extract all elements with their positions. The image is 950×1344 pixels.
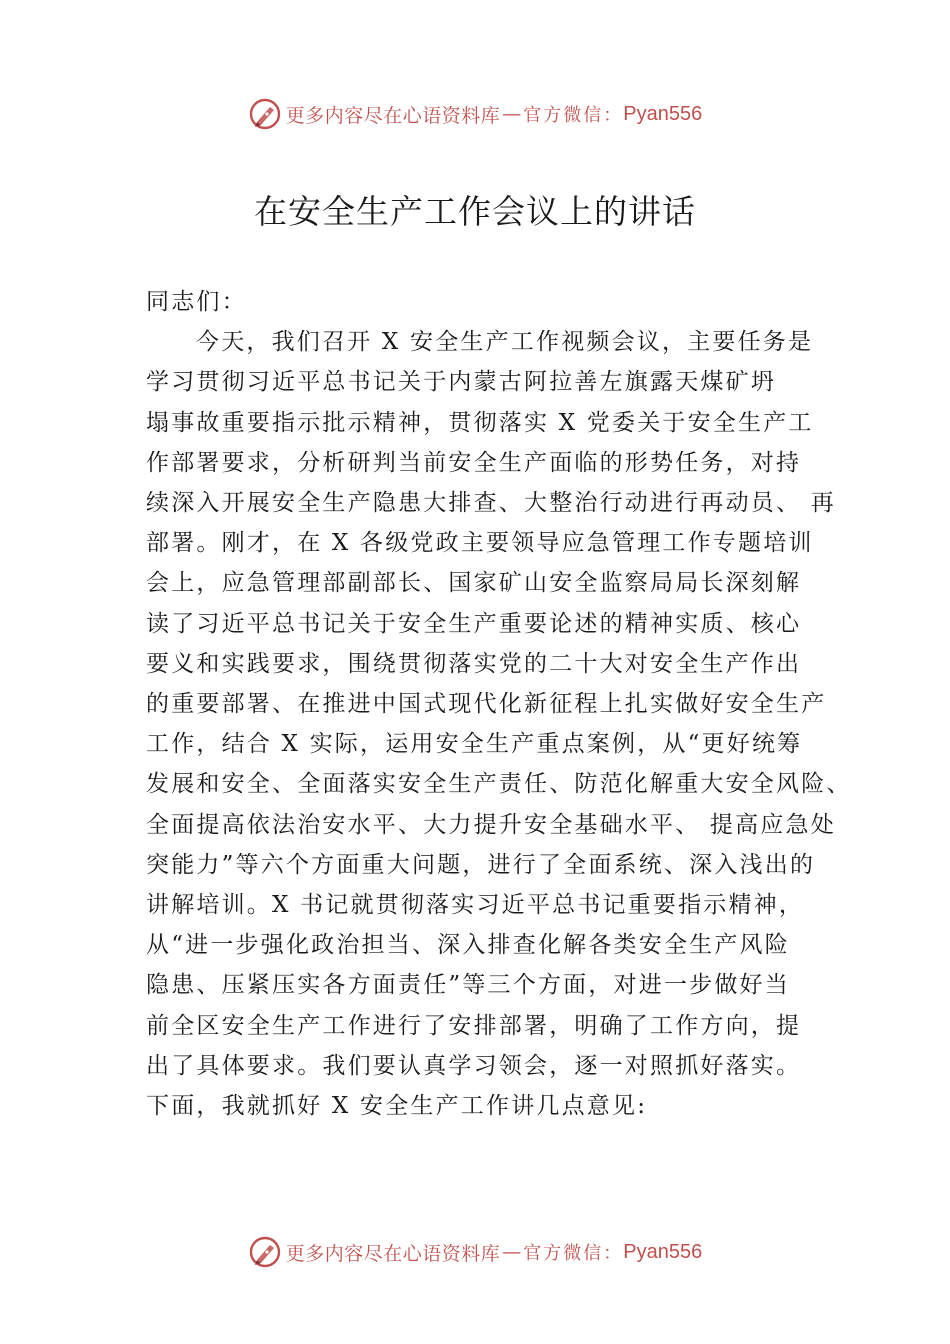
paragraph-line: 的重要部署、在推进中国式现代化新征程上扎实做好安全生产 (146, 691, 827, 718)
salutation: 同志们： (146, 289, 247, 315)
paragraph-line: 突能力”等六个方面重大问题，进行了全面系统、深入浅出的 (146, 851, 816, 878)
paragraph-line: 全面提高依法治安水平、大力提升安全基础水平、 提高应急处 (146, 811, 836, 838)
document-title: 在安全生产工作会议上的讲话 (254, 192, 696, 231)
watermark-brand-text: 更多内容尽在心语资料库 (285, 1242, 501, 1265)
paragraph-line: 作部署要求，分析研判当前安全生产面临的形势任务，对持 (146, 449, 802, 476)
header-watermark (0, 94, 950, 134)
paragraph-line: 发展和安全、全面落实安全生产责任、防范化解重大安全风险、 (146, 771, 852, 798)
paragraph-line: 要义和实践要求，围绕贯彻落实党的二十大对安全生产作出 (146, 650, 802, 677)
watermark-separator: — (502, 103, 522, 125)
paragraph-line: 前全区安全生产工作进行了安排部署，明确了工作方向，提 (146, 1012, 802, 1039)
paragraph-line: 续深入开展安全生产隐患大排查、大整治行动进行再动员、 再 (146, 490, 836, 517)
paragraph-line: 下面，我就抓好 X 安全生产工作讲几点意见: (146, 1093, 648, 1120)
watermark-brand-text: 更多内容尽在心语资料库 (285, 104, 501, 127)
paragraph-line: 会上，应急管理部副部长、国家矿山安全监察局局长深刻解 (146, 570, 802, 597)
paragraph-line: 工作，结合 X 实际，运用安全生产重点案例，从“更好统筹 (146, 731, 803, 758)
paragraph-line: 出了具体要求。我们要认真学习领会，逐一对照抓好落实。 (146, 1052, 802, 1079)
watermark-wechat-id: Pyan556 (623, 1240, 703, 1263)
paragraph-line: 隐患、压紧压实各方面责任”等三个方面，对进一步做好当 (146, 972, 790, 999)
watermark-wechat-label: 官方微信： (523, 1243, 624, 1264)
watermark-wechat-label: 官方微信： (523, 105, 624, 126)
footer-watermark (0, 1232, 950, 1272)
paragraph-line: 今天，我们召开 X 安全生产工作视频会议，主要任务是 (196, 329, 814, 356)
paragraph-line: 学习贯彻习近平总书记关于内蒙古阿拉善左旗露天煤矿坍 (146, 369, 776, 396)
paragraph-line: 从“进一步强化政治担当、深入排查化解各类安全生产风险 (146, 932, 790, 959)
paragraph-line: 塌事故重要指示批示精神，贯彻落实 X 党委关于安全生产工 (146, 409, 814, 436)
paragraph-line: 部署。刚才，在 X 各级党政主要领导应急管理工作专题培训 (146, 530, 814, 557)
paragraph-line: 读了习近平总书记关于安全生产重要论述的精神实质、核心 (146, 610, 802, 637)
watermark-separator: — (502, 1241, 522, 1263)
pen-nib-logo-icon (248, 1235, 282, 1269)
paragraph-line: 讲解培训。X 书记就贯彻落实习近平总书记重要指示精神， (146, 892, 805, 919)
pen-nib-logo-icon (248, 97, 282, 131)
watermark-wechat-id: Pyan556 (623, 102, 703, 125)
document-body (146, 282, 852, 1126)
